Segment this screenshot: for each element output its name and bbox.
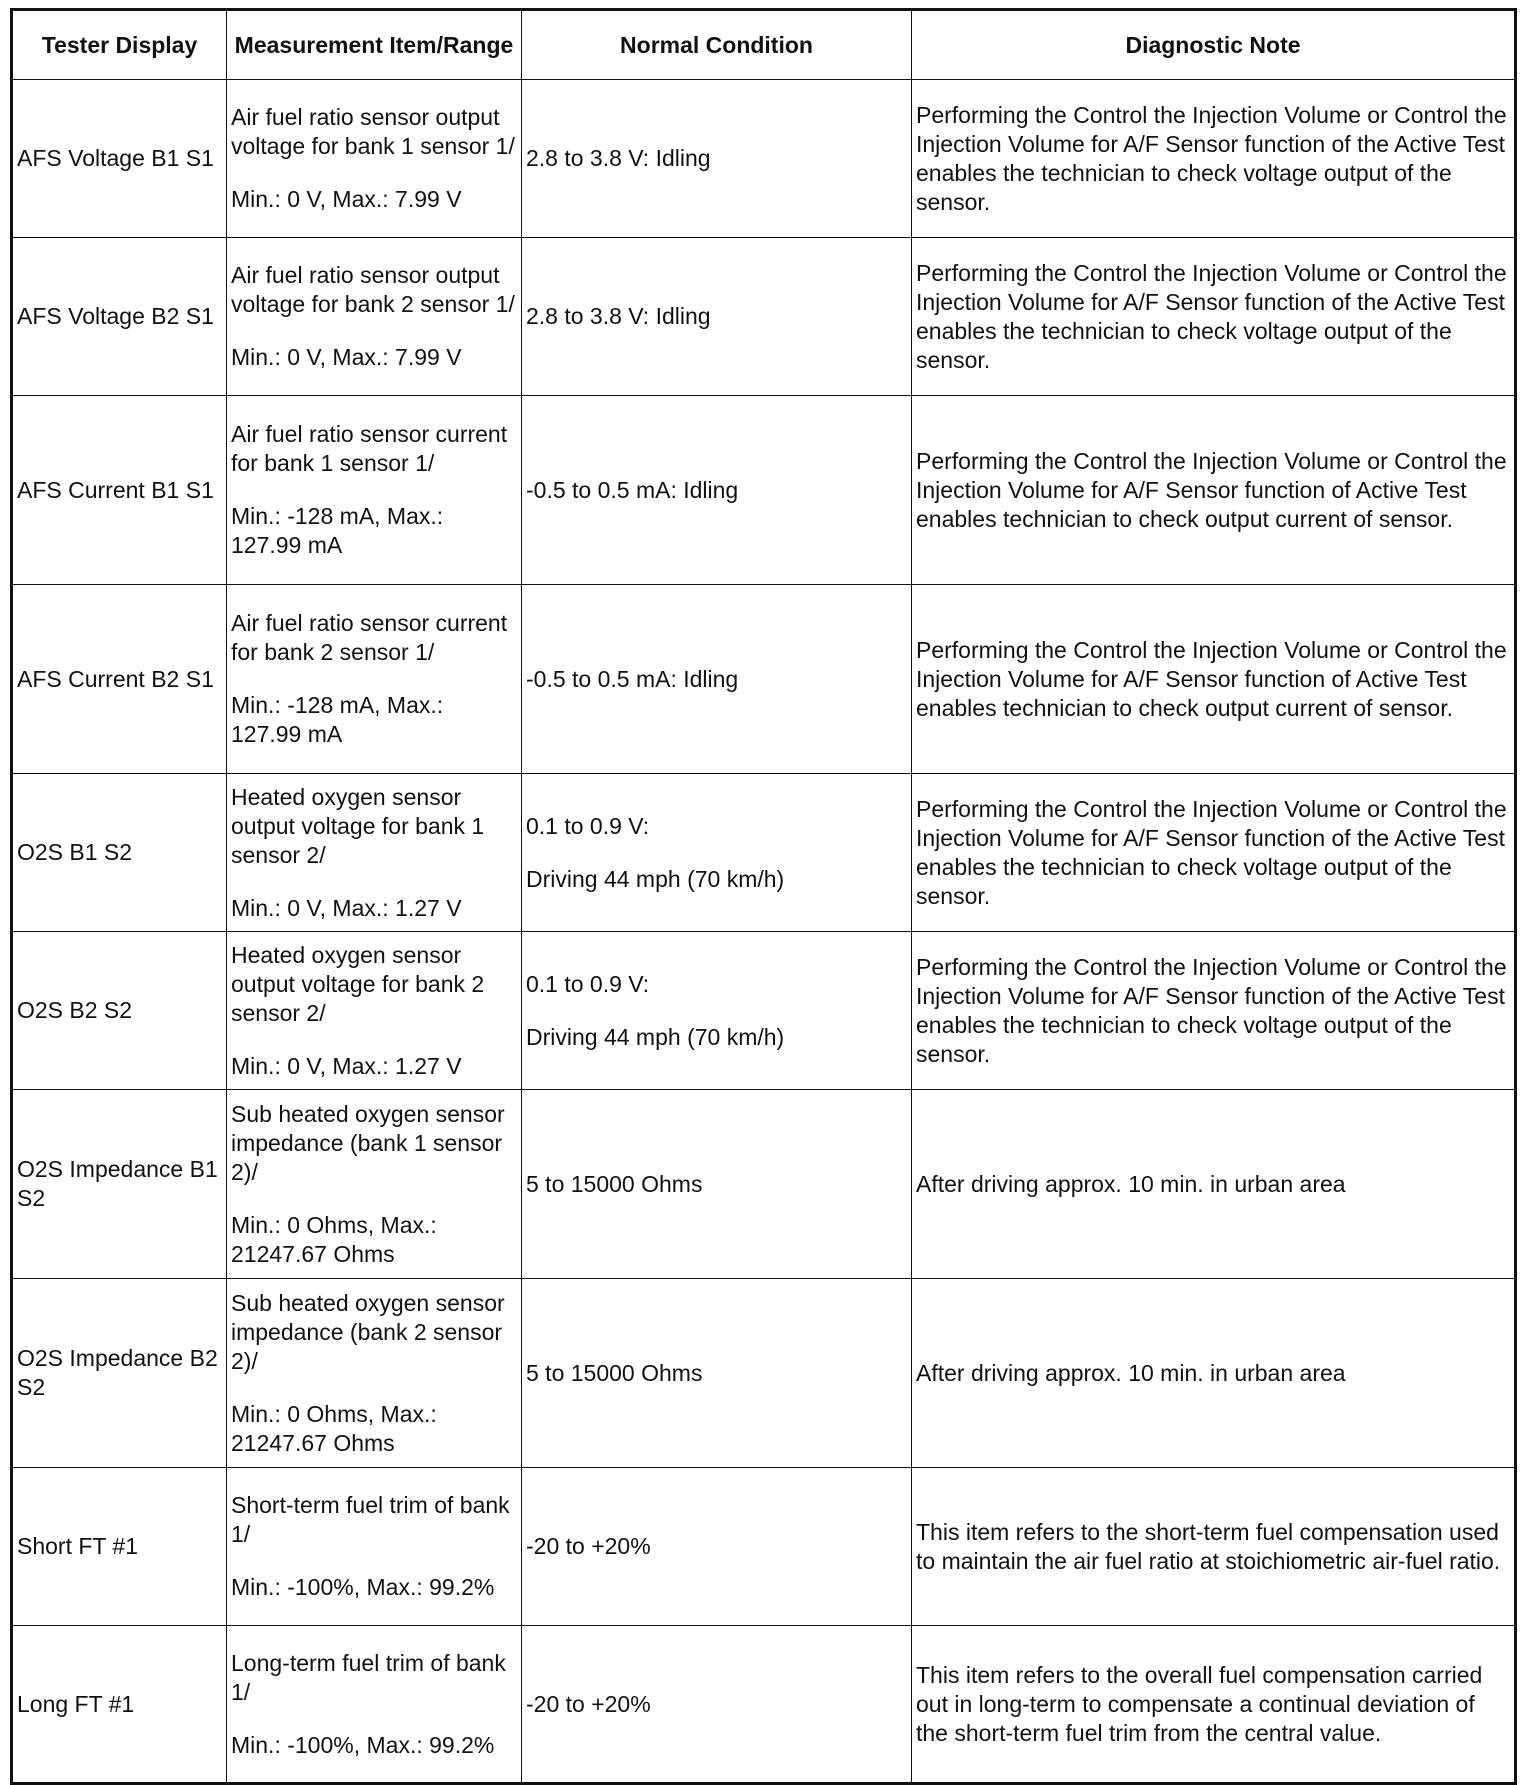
- header-tester-display: Tester Display: [12, 10, 227, 80]
- cell-measurement-item: [227, 396, 522, 585]
- cell-measurement-item: [227, 1468, 522, 1626]
- cell-normal-condition: [522, 774, 912, 932]
- measurement-item-text: Air fuel ratio sensor current for bank 2 sensor 1/: [231, 610, 508, 665]
- cell-tester-display: AFS Voltage B1 S1: [12, 80, 227, 238]
- cell-tester-display: Long FT #1: [12, 1626, 227, 1784]
- measurement-item-text: Heated oxygen sensor output voltage for bank 1 sensor 2/: [231, 783, 485, 868]
- cell-diagnostic-note: After driving approx. 10 min. in urban area: [912, 1090, 1516, 1279]
- cell-measurement-item: [227, 774, 522, 932]
- cell-tester-display: O2S Impedance B1 S2: [12, 1090, 227, 1279]
- normal-condition-value: -20 to +20%: [526, 1690, 651, 1717]
- cell-diagnostic-note: Performing the Control the Injection Volume or Control the Injection Volume for A/F Sensor function of the Active Test enables the technician to check voltage output of the sensor.: [912, 238, 1516, 396]
- cell-tester-display: O2S B2 S2: [12, 932, 227, 1090]
- measurement-range-text: Min.: -128 mA, Max.: 127.99 mA: [231, 503, 444, 558]
- cell-normal-condition: [522, 80, 912, 238]
- normal-condition-detail: Driving 44 mph (70 km/h): [526, 1023, 785, 1050]
- cell-measurement-item: [227, 238, 522, 396]
- measurement-item-text: Air fuel ratio sensor current for bank 1 sensor 1/: [231, 421, 508, 476]
- cell-normal-condition: [522, 1090, 912, 1279]
- measurement-range-text: Min.: 0 V, Max.: 1.27 V: [231, 1052, 462, 1079]
- cell-normal-condition: [522, 932, 912, 1090]
- measurement-range-text: Min.: 0 Ohms, Max.: 21247.67 Ohms: [231, 1400, 437, 1456]
- measurement-item-text: Long-term fuel trim of bank 1/: [231, 1649, 506, 1705]
- measurement-range-text: Min.: 0 V, Max.: 1.27 V: [231, 894, 462, 921]
- cell-tester-display: O2S B1 S2: [12, 774, 227, 932]
- cell-diagnostic-note: Performing the Control the Injection Volume or Control the Injection Volume for A/F Sensor function of the Active Test enables the technician to check voltage output of the sensor.: [912, 80, 1516, 238]
- cell-diagnostic-note: Performing the Control the Injection Volume or Control the Injection Volume for A/F Sensor function of the Active Test enables the technician to check voltage output of the sensor.: [912, 774, 1516, 932]
- cell-tester-display: O2S Impedance B2 S2: [12, 1279, 227, 1468]
- normal-condition-value: -0.5 to 0.5 mA: Idling: [526, 476, 739, 503]
- cell-diagnostic-note: Performing the Control the Injection Volume or Control the Injection Volume for A/F Sensor function of Active Test enables technician to check output current of sensor.: [912, 396, 1516, 585]
- cell-normal-condition: [522, 238, 912, 396]
- measurement-range-text: Min.: -100%, Max.: 99.2%: [231, 1731, 495, 1758]
- table-row: [12, 932, 1516, 1090]
- cell-measurement-item: [227, 1090, 522, 1279]
- cell-diagnostic-note: Performing the Control the Injection Volume or Control the Injection Volume for A/F Sensor function of the Active Test enables the technician to check voltage output of the sensor.: [912, 932, 1516, 1090]
- measurement-range-text: Min.: 0 V, Max.: 7.99 V: [231, 186, 462, 212]
- table-row: [12, 1090, 1516, 1279]
- cell-measurement-item: [227, 1626, 522, 1784]
- normal-condition-value: 5 to 15000 Ohms: [526, 1170, 703, 1197]
- normal-condition-value: 0.1 to 0.9 V:: [526, 970, 650, 997]
- header-diagnostic-note: Diagnostic Note: [912, 10, 1516, 80]
- measurement-range-text: Min.: -128 mA, Max.: 127.99 mA: [231, 692, 444, 747]
- measurement-item-text: Air fuel ratio sensor output voltage for bank 2 sensor 1/: [231, 262, 515, 317]
- normal-condition-value: -20 to +20%: [526, 1533, 651, 1559]
- cell-measurement-item: [227, 932, 522, 1090]
- cell-diagnostic-note: This item refers to the overall fuel compensation carried out in long-term to compensate a continual deviation of the short-term fuel trim from the central value.: [912, 1626, 1516, 1784]
- cell-normal-condition: [522, 1468, 912, 1626]
- table-row: [12, 1626, 1516, 1784]
- cell-tester-display: Short FT #1: [12, 1468, 227, 1626]
- measurement-item-text: Short-term fuel trim of bank 1/: [231, 1492, 510, 1547]
- cell-tester-display: AFS Current B1 S1: [12, 396, 227, 585]
- measurement-range-text: Min.: 0 V, Max.: 7.99 V: [231, 344, 462, 370]
- table-row: [12, 80, 1516, 238]
- measurement-range-text: Min.: -100%, Max.: 99.2%: [231, 1574, 495, 1600]
- table-row: [12, 1279, 1516, 1468]
- measurement-item-text: Heated oxygen sensor output voltage for bank 2 sensor 2/: [231, 941, 485, 1026]
- cell-diagnostic-note: Performing the Control the Injection Volume or Control the Injection Volume for A/F Sensor function of Active Test enables technician to check output current of sensor.: [912, 585, 1516, 774]
- cell-measurement-item: [227, 80, 522, 238]
- table-row: [12, 1468, 1516, 1626]
- normal-condition-value: 2.8 to 3.8 V: Idling: [526, 303, 711, 329]
- cell-measurement-item: [227, 1279, 522, 1468]
- measurement-item-text: Sub heated oxygen sensor impedance (bank 1 sensor 2)/: [231, 1100, 505, 1185]
- table-row: [12, 585, 1516, 774]
- cell-tester-display: AFS Current B2 S1: [12, 585, 227, 774]
- normal-condition-value: 5 to 15000 Ohms: [526, 1359, 703, 1386]
- table-row: [12, 396, 1516, 585]
- normal-condition-value: 2.8 to 3.8 V: Idling: [526, 145, 711, 171]
- header-normal-condition: Normal Condition: [522, 10, 912, 80]
- measurement-item-text: Sub heated oxygen sensor impedance (bank 2 sensor 2)/: [231, 1289, 505, 1374]
- cell-normal-condition: [522, 1279, 912, 1468]
- header-measurement-item: Measurement Item/Range: [227, 10, 522, 80]
- table-header-row: [12, 10, 1516, 80]
- data-list-table: [10, 8, 1517, 1785]
- cell-measurement-item: [227, 585, 522, 774]
- cell-normal-condition: [522, 1626, 912, 1784]
- normal-condition-value: 0.1 to 0.9 V:: [526, 812, 650, 839]
- cell-normal-condition: [522, 585, 912, 774]
- cell-normal-condition: [522, 396, 912, 585]
- normal-condition-value: -0.5 to 0.5 mA: Idling: [526, 665, 739, 692]
- cell-diagnostic-note: This item refers to the short-term fuel compensation used to maintain the air fuel ratio at stoichiometric air-fuel ratio.: [912, 1468, 1516, 1626]
- normal-condition-detail: Driving 44 mph (70 km/h): [526, 865, 785, 892]
- cell-tester-display: AFS Voltage B2 S1: [12, 238, 227, 396]
- cell-diagnostic-note: After driving approx. 10 min. in urban area: [912, 1279, 1516, 1468]
- measurement-range-text: Min.: 0 Ohms, Max.: 21247.67 Ohms: [231, 1211, 437, 1267]
- table-row: [12, 238, 1516, 396]
- measurement-item-text: Air fuel ratio sensor output voltage for bank 1 sensor 1/: [231, 104, 515, 159]
- table-row: [12, 774, 1516, 932]
